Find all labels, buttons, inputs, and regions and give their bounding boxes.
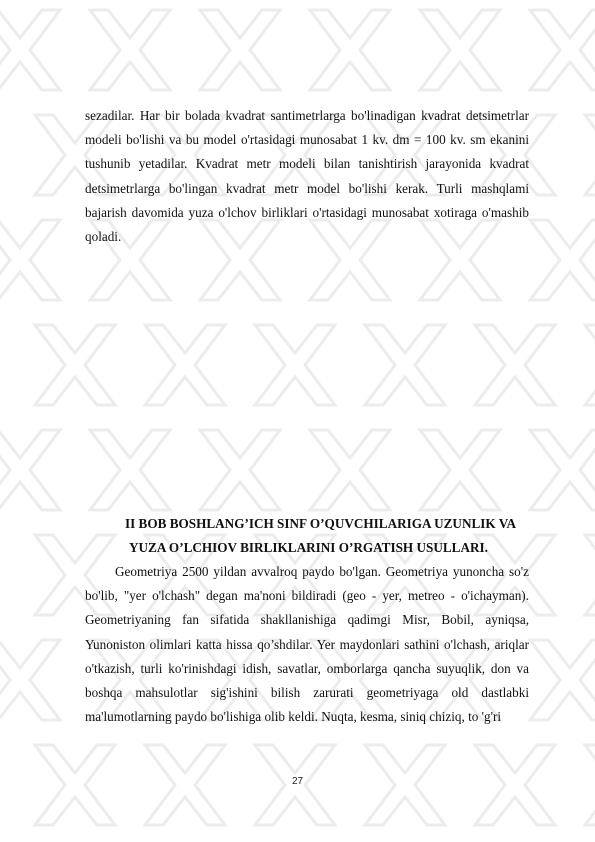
watermark-x-mark [0,220,60,300]
page-number: 27 [291,776,304,787]
watermark-x-mark [145,325,225,405]
watermark-x-mark [0,640,60,720]
watermark-x-mark [310,10,390,90]
watermark-x-mark [585,535,595,615]
watermark-x-mark [530,10,595,90]
watermark-x-mark [585,325,595,405]
watermark-x-mark [0,430,60,510]
body-paragraph-intro: Geometriya 2500 yildan avvalroq paydo bo'lgan. Geometriya yunoncha so'z bo'lib, "yer o'lchash" degan ma'noni bildiradi (geo - yer, metreo - o'ichayman). Geometriyaning fan sifatida shakllanishiga qadimgi Misr, Bobil, ayniqsa, Yunoniston olimlari katta hissa qo’shdilar. Yer maydonlari sathini o'lchash, ariqlar o'tkazish, turli ko'rinishdagi idish, savatlar, omborlarga qancha suyuqlik, don va boshqa mahsulotlar sig'ishini bilish zarurati geometriyaga old dastlabki ma'lumotlarning paydo bo'lishiga olib keldi. Nuqta, kesma, siniq chiziq, to 'g'ri [85,564,529,725]
watermark-x-mark [585,115,595,195]
chapter-heading-line-2: YUZA O’LCHIOV BIRLIKLARINI O’RGATISH USULLARI. [129,540,488,555]
watermark-x-mark [200,430,280,510]
watermark-x-mark [475,325,555,405]
chapter-heading-line-1: II BOB BOSHLANG’ICH SINF O’QUVCHILARIGA UZUNLIK VA [125,516,517,531]
watermark-x-mark [530,640,595,720]
body-paragraph-continued: sezadilar. Har bir bolada kvadrat santimetrlarga bo'linadigan kvadrat detsimetrlar modeli bo'lishi va bu model o'rtasidagi munosabat 1 kv. dm = 100 kv. sm ekanini tushunib yetadilar. Kvadrat metr modeli bilan tanishtirish jarayonida kvadrat detsimetrlarga bo'lingan kvadrat metr model bo'lishi kerak. Turli mashqlami bajarish davomida yuza o'lchov birliklari o'rtasidagi munosabat xotiraga o'mashib qoladi. [85,108,529,245]
watermark-x-mark [200,10,280,90]
watermark-x-mark [365,325,445,405]
watermark-x-mark [420,10,500,90]
watermark-x-mark [0,10,60,90]
watermark-x-mark [530,220,595,300]
watermark-x-mark [90,430,170,510]
watermark-x-mark [310,430,390,510]
watermark-x-mark [420,430,500,510]
watermark-x-mark [255,325,335,405]
watermark-x-mark [35,325,115,405]
watermark-x-mark [90,10,170,90]
watermark-x-mark [530,430,595,510]
